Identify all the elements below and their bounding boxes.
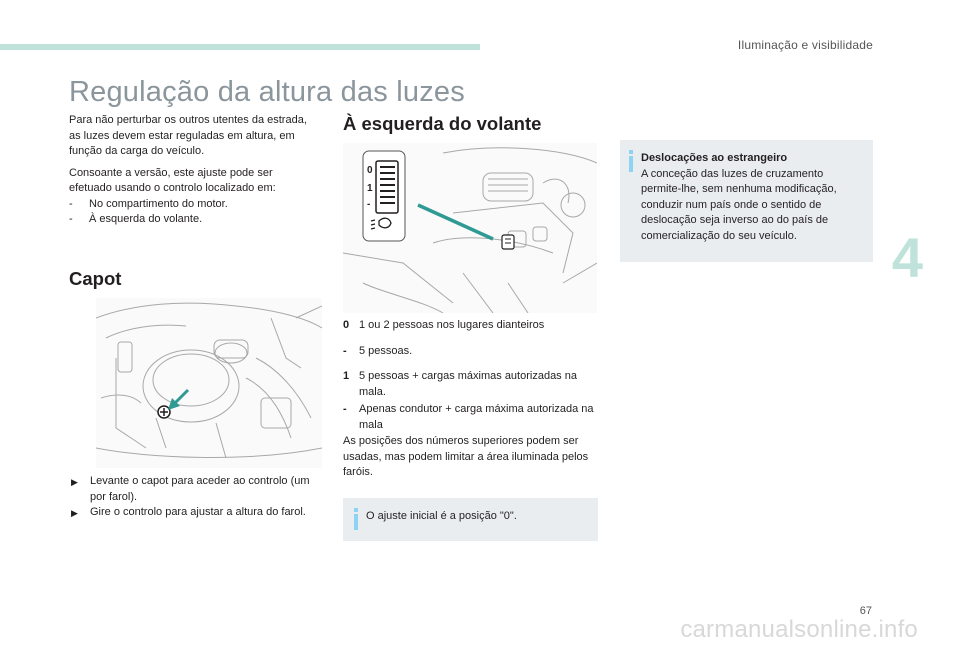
legend-item: - Apenas condutor + carga máxima autorizada na mala — [343, 403, 594, 431]
page-number: 67 — [859, 605, 872, 617]
legend-item: 0 1 ou 2 pessoas nos lugares dianteiros — [343, 319, 545, 331]
info-icon — [628, 150, 634, 172]
legend-item: - 5 pessoas. — [343, 344, 413, 357]
initial-setting-text: O ajuste inicial é a posição "0". — [366, 510, 517, 522]
travel-abroad-text: A conceção das luzes de cruzamento permite-lhe, sem nenhuma modificação, conduzir num país onde o sentido de deslocação seja inverso ao do país de comercialização do seu veículo. — [641, 167, 837, 242]
chapter-number: 4 — [891, 226, 923, 289]
intro-paragraph-2: Consoante a versão, este ajuste pode ser efetuado usando o controlo localizado em: — [69, 166, 276, 194]
inset-mark-0: 0 — [367, 165, 373, 176]
engine-bay-drawing — [96, 298, 322, 468]
legend — [343, 318, 598, 439]
capot-step: ▶ Levante o capot para aceder ao controlo (um por farol). — [71, 475, 310, 503]
inset-mark-1: 1 — [367, 183, 373, 194]
intro-list-item: - À esquerda do volante. — [69, 213, 203, 225]
arrow-bullet-icon: ▶ — [71, 508, 78, 518]
travel-abroad-box — [620, 140, 873, 262]
travel-abroad-title: Deslocações ao estrangeiro — [641, 152, 788, 164]
capot-step: ▶ Gire o controlo para ajustar a altura do farol. — [69, 505, 319, 521]
initial-setting-info — [343, 498, 598, 541]
volante-heading: À esquerda do volante — [343, 113, 542, 134]
capot-heading: Capot — [69, 268, 122, 289]
arrow-bullet-icon: ▶ — [71, 477, 78, 487]
headlight-switch — [502, 235, 514, 249]
section-title: Iluminação e visibilidade — [737, 38, 873, 52]
header-accent-bar — [0, 44, 480, 50]
legend-item: 1 5 pessoas + cargas máximas autorizadas na mala. — [343, 370, 577, 398]
travel-abroad-content — [641, 151, 866, 244]
intro-list-item: - No compartimento do motor. — [69, 197, 228, 210]
capot-steps — [69, 474, 319, 521]
dashboard-illustration — [343, 143, 597, 313]
pointer-arrow-icon — [168, 390, 188, 410]
watermark: carmanualsonline.info — [680, 616, 918, 643]
dashboard-drawing — [343, 143, 597, 313]
info-icon — [353, 508, 359, 530]
intro-paragraph-1: Para não perturbar os outros utentes da estrada, as luzes devem estar reguladas em altura, em função da carga do veículo. — [69, 114, 307, 157]
headlight-adjuster — [158, 406, 170, 418]
engine-bay-illustration — [96, 298, 322, 468]
page-title: Regulação da altura das luzes — [69, 76, 465, 108]
intro-section — [69, 113, 314, 228]
position-note: As posições dos números superiores podem ser usadas, mas podem limitar a área iluminada pelos faróis. — [343, 435, 589, 478]
height-control-inset — [363, 151, 405, 241]
inset-mark-minus: - — [367, 199, 371, 210]
